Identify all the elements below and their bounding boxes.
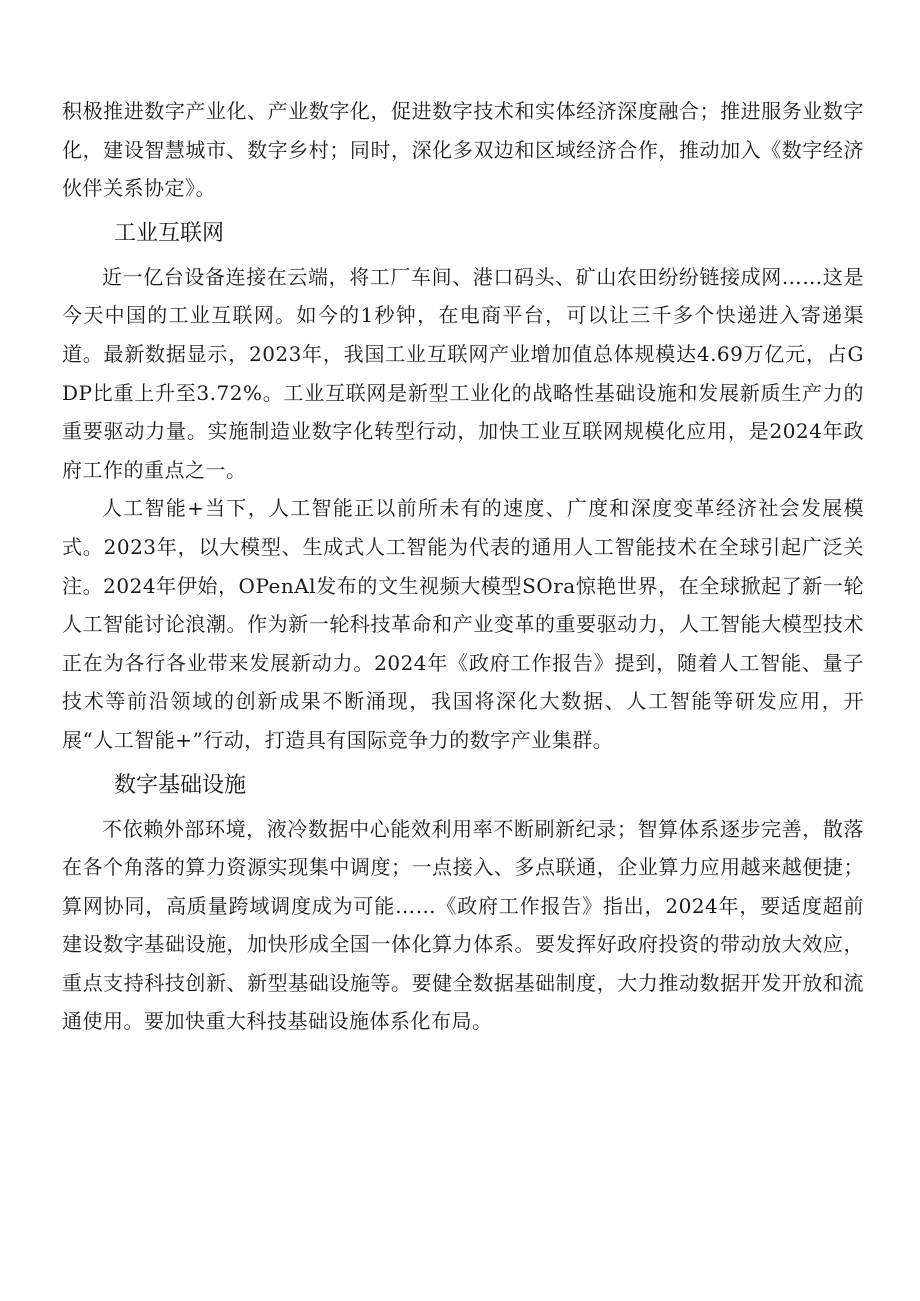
paragraph-industrial-internet: 近一亿台设备连接在云端，将工厂车间、港口码头、矿山农田纷纷链接成网……这是今天中国的工业互联网。如今的1秒钟，在电商平台，可以让三千多个快递进入寄递渠道。最新数据显示，2023年，我国工业互联网产业增加值总体规模达4.69万亿元，占GDP比重上升至3.72%。工业互联网是新型工业化的战略性基础设施和发展新质生产力的重要驱动力量。实施制造业数字化转型行动，加快工业互联网规模化应用，是2024年政府工作的重点之一。 bbox=[62, 264, 864, 482]
section-heading-digital-infrastructure: 数字基础设施 bbox=[114, 772, 247, 798]
paragraph-digital-infrastructure: 不依赖外部环境，液冷数据中心能效利用率不断刷新纪录；智算体系逐步完善，散落在各个角落的算力资源实现集中调度；一点接入、多点联通，企业算力应用越来越便捷；算网协同，高质量跨域调度成为可能……《政府工作报告》指出，2024年，要适度超前建设数字基础设施，加快形成全国一体化算力体系。要发挥好政府投资的带动放大效应，重点支持科技创新、新型基础设施等。要健全数据基础制度，大力推动数据开发开放和流通使用。要加快重大科技基础设施体系化布局。 bbox=[62, 816, 864, 1034]
section-heading-industrial-internet: 工业互联网 bbox=[114, 220, 225, 246]
paragraph-artificial-intelligence: 人工智能+当下，人工智能正以前所未有的速度、广度和深度变革经济社会发展模式。2023年，以大模型、生成式人工智能为代表的通用人工智能技术在全球引起广泛关注。2024年伊始，OPenAl发布的文生视频大模型SOra惊艳世界，在全球掀起了新一轮人工智能讨论浪潮。作为新一轮科技革命和产业变革的重要驱动力，人工智能大模型技术正在为各行各业带来发展新动力。2024年《政府工作报告》提到，随着人工智能、量子技术等前沿领域的创新成果不断涌现，我国将深化大数据、人工智能等研发应用，开展“人工智能+”行动，打造具有国际竞争力的数字产业集群。 bbox=[62, 496, 864, 752]
paragraph-digital-economy: 积极推进数字产业化、产业数字化，促进数字技术和实体经济深度融合；推进服务业数字化，建设智慧城市、数字乡村；同时，深化多双边和区域经济合作，推动加入《数字经济伙伴关系协定》。 bbox=[62, 99, 864, 201]
